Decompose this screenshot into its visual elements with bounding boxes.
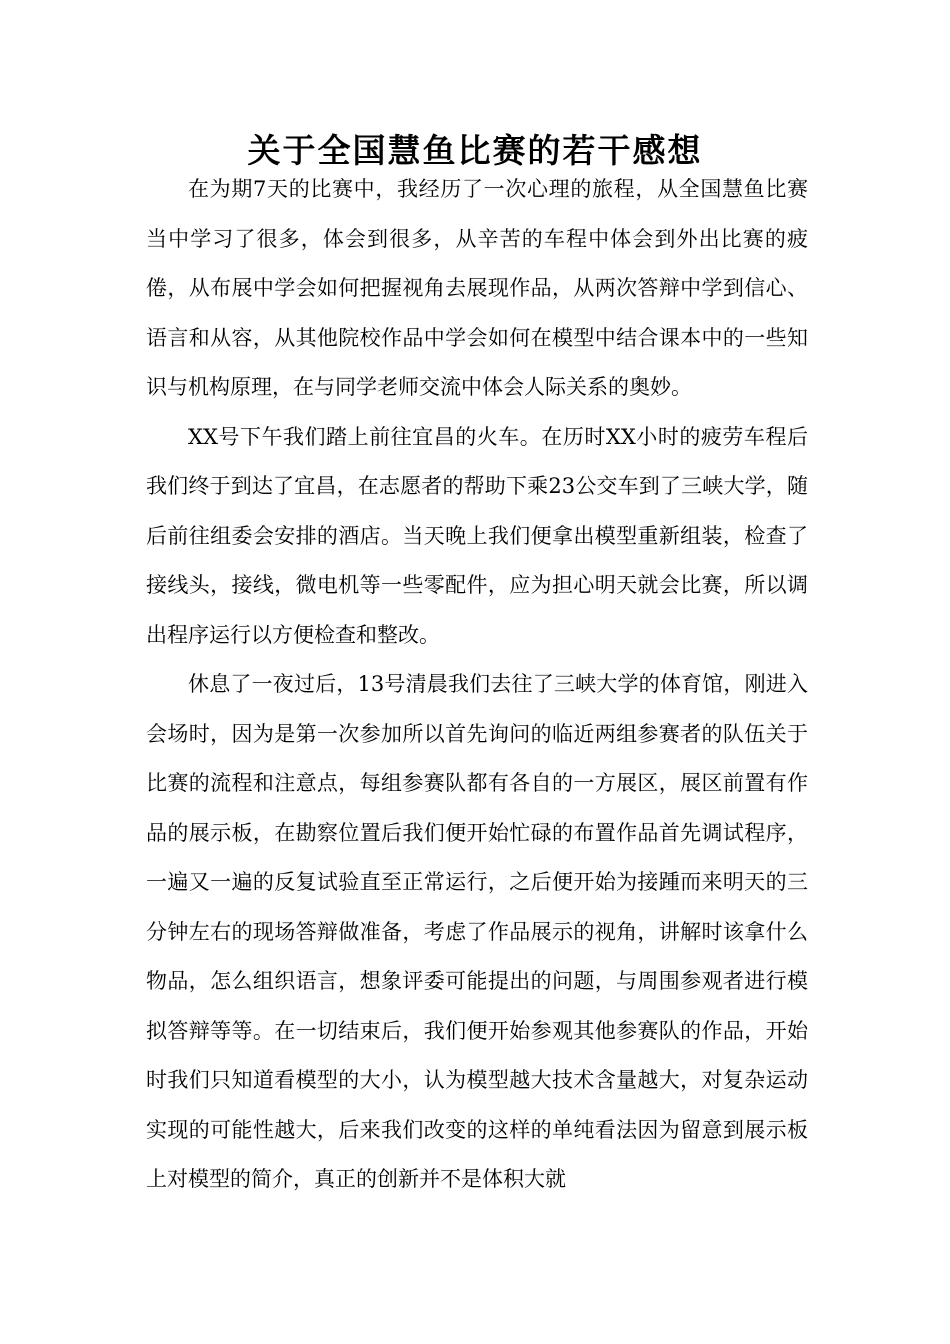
- paragraph-2: XX号下午我们踏上前往宜昌的火车。在历时XX小时的疲劳车程后我们终于到达了宜昌，在志愿者的帮助下乘23公交车到了三峡大学，随后前往组委会安排的酒店。当天晚上我们便拿出模型重新组装，检查了接线头，接线，微电机等一些零配件，应为担心明天就会比赛，所以调出程序运行以方便检查和整改。: [146, 424, 808, 647]
- document-title: 关于全国慧鱼比赛的若干感想: [247, 131, 703, 170]
- document-body: [146, 165, 808, 1205]
- paragraph-3: 休息了一夜过后，13号清晨我们去往了三峡大学的体育馆，刚进入会场时，因为是第一次参加所以首先询问的临近两组参赛者的队伍关于比赛的流程和注意点，每组参赛队都有各自的一方展区，展区前置有作品的展示板，在勘察位置后我们便开始忙碌的布置作品首先调试程序，一遍又一遍的反复试验直至正常运行，之后便开始为接踵而来明天的三分钟左右的现场答辩做准备，考虑了作品展示的视角，讲解时该拿什么物品，怎么组织语言，想象评委可能提出的问题，与周围参观者进行模拟答辩等等。在一切结束后，我们便开始参观其他参赛队的作品，开始时我们只知道看模型的大小，认为模型越大技术含量越大，对复杂运动实现的可能性越大，后来我们改变的这样的单纯看法因为留意到展示板上对模型的简介，真正的创新并不是体积大就: [146, 672, 808, 1191]
- paragraph-1: 在为期7天的比赛中，我经历了一次心理的旅程，从全国慧鱼比赛当中学习了很多，体会到很多，从辛苦的车程中体会到外出比赛的疲倦，从布展中学会如何把握视角去展现作品，从两次答辩中学到信心、语言和从容，从其他院校作品中学会如何在模型中结合课本中的一些知识与机构原理，在与同学老师交流中体会人际关系的奥妙。: [146, 177, 808, 399]
